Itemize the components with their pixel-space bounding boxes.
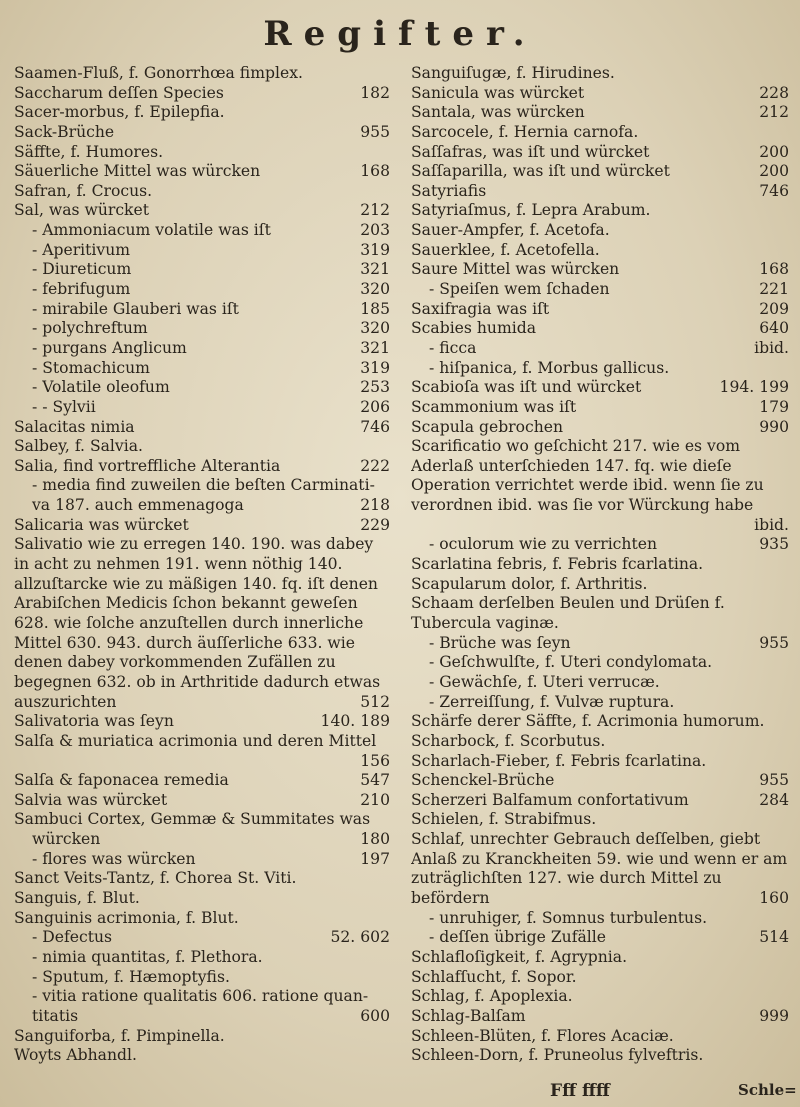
index-entry <box>14 791 390 811</box>
entry-text: Schärfe derer Säffte, f. Acrimonia humorum. <box>411 712 765 731</box>
entry-text: - Sputum, f. Hæmoptyfis. <box>32 967 230 986</box>
page-ref: 185 <box>360 299 390 318</box>
page-ref: 955 <box>759 771 789 790</box>
page-ref: 197 <box>360 849 390 868</box>
entry-text: - Volatile oleofum <box>32 378 170 397</box>
entry-text: Schielen, f. Strabifmus. <box>411 810 597 829</box>
index-entry <box>411 378 789 398</box>
page-ref: 321 <box>360 260 390 279</box>
index-entry <box>411 693 789 713</box>
entry-text: titatis <box>32 1006 79 1025</box>
index-entry <box>411 64 789 84</box>
index-entry <box>411 221 789 241</box>
entry-text: - unruhiger, f. Somnus turbulentus. <box>429 908 708 927</box>
entry-text: Säuerliche Mittel was würcken <box>14 162 261 181</box>
index-entry <box>411 830 789 909</box>
index-entry <box>411 300 789 320</box>
entry-text: - oculorum wie zu verrichten <box>429 535 657 554</box>
entry-text: - polychreftum <box>32 319 148 338</box>
index-entry <box>14 1046 390 1066</box>
index-entry <box>411 319 789 339</box>
entry-text: - flores was würcken <box>32 849 196 868</box>
index-entry <box>14 260 390 280</box>
index-entry <box>14 496 390 516</box>
entry-text: - Stomachicum <box>32 358 150 377</box>
entry-text: Safran, f. Crocus. <box>14 181 153 200</box>
index-entry <box>411 948 789 968</box>
entry-text: - Gewächſe, f. Uteri verrucæ. <box>429 672 660 691</box>
entry-text: Saccharum deſſen Species <box>14 83 224 102</box>
page-ref: 52. 602 <box>330 928 390 947</box>
entry-text: Scapula gebrochen <box>411 417 564 436</box>
page-ref: 179 <box>759 397 789 416</box>
entry-text: Saxifragia was iſt <box>411 299 550 318</box>
index-entry <box>14 830 390 850</box>
index-entry <box>411 418 789 438</box>
entry-text: Scarlatina febris, f. Febris fcarlatina. <box>411 555 704 574</box>
entry-text: Sal, was würcket <box>14 201 150 220</box>
index-entry <box>14 64 390 84</box>
page-ref: 218 <box>360 496 390 515</box>
page-ref: 955 <box>759 633 789 652</box>
entry-text: Salacitas nimia <box>14 417 135 436</box>
index-entry <box>14 457 390 477</box>
entry-text: Scabioſa was iſt und würcket <box>411 378 642 397</box>
left-column <box>14 64 390 1066</box>
index-entry <box>14 909 390 929</box>
index-entry <box>411 162 789 182</box>
entry-text: Satyriafis <box>411 181 487 200</box>
page-ref: 228 <box>759 83 789 102</box>
page-ref: ibid. <box>754 515 789 534</box>
entry-text: Sanguinis acrimonia, f. Blut. <box>14 908 239 927</box>
page-ref: 514 <box>759 928 789 947</box>
entry-text: Scarificatio wo geſchicht 217. wie es vom Aderlaß unterſchieden 147. fq. wie dieſe Operation verrichtet werde ibid. wenn ſie zu verordnen ibid. was ſie vor Würckung habe <box>411 437 764 515</box>
index-entry <box>411 752 789 772</box>
index-entry <box>14 123 390 143</box>
entry-text: - purgans Anglicum <box>32 338 187 357</box>
entry-text: - Geſchwulſte, f. Uteri condylomata. <box>429 653 713 672</box>
page-ref: 746 <box>360 417 390 436</box>
index-entry <box>411 968 789 988</box>
page-ref: 206 <box>360 397 390 416</box>
entry-text: Saamen-Fluß, f. Gonorrhœa fimplex. <box>14 64 303 82</box>
page-ref: 200 <box>759 162 789 181</box>
index-entry <box>411 201 789 221</box>
page-ref: 990 <box>759 417 789 436</box>
index-entry <box>411 712 789 732</box>
page-ref: 319 <box>360 358 390 377</box>
index-entry <box>411 987 789 1007</box>
index-entry <box>14 300 390 320</box>
entry-text: Schenckel-Brüche <box>411 771 555 790</box>
entry-text: Schleen-Dorn, f. Pruneolus fylveftris. <box>411 1046 704 1065</box>
entry-text: - vitia ratione qualitatis 606. ratione quan- <box>32 987 369 1006</box>
entry-text: Schlag, f. Apoplexia. <box>411 987 573 1006</box>
entry-text: Sack-Brüche <box>14 122 115 141</box>
entry-text: Salicaria was würcket <box>14 515 189 534</box>
entry-text: Scharbock, f. Scorbutus. <box>411 731 606 750</box>
page-ref: 194. 199 <box>719 378 789 397</box>
entry-text: Schlafloſigkeit, f. Agrypnia. <box>411 948 628 966</box>
entry-text: va 187. auch emmenagoga <box>32 496 244 515</box>
index-entry <box>14 437 390 457</box>
entry-text: - hiſpanica, f. Morbus gallicus. <box>429 358 670 377</box>
index-entry <box>14 359 390 379</box>
right-column <box>411 64 789 1066</box>
index-entry <box>411 634 789 654</box>
page-ref: 168 <box>759 260 789 279</box>
index-entry <box>411 555 789 575</box>
entry-text: - Defectus <box>32 928 113 947</box>
index-entry <box>411 575 789 595</box>
index-entry <box>14 241 390 261</box>
page-ref: 284 <box>759 790 789 809</box>
index-entry <box>411 280 789 300</box>
entry-text: Schlaf, unrechter Gebrauch deſſelben, giebt Anlaß zu Kranckheiten 59. wie und wenn er am zuträglichſten 127. wie durch Mittel zu befördern <box>411 830 788 908</box>
index-entry <box>411 810 789 830</box>
entry-text: würcken <box>32 830 101 849</box>
page-ref: 210 <box>360 790 390 809</box>
page-ref: 212 <box>759 103 789 122</box>
index-entry <box>411 1027 789 1047</box>
page-ref: 203 <box>360 221 390 240</box>
page-ref: 640 <box>759 319 789 338</box>
index-entry <box>411 594 789 633</box>
index-entry <box>14 987 390 1007</box>
index-entry <box>411 123 789 143</box>
entry-text: Salbey, f. Salvia. <box>14 437 143 456</box>
index-entry <box>14 162 390 182</box>
index-entry <box>411 103 789 123</box>
index-entry <box>14 889 390 909</box>
entry-text: Sanct Veits-Tantz, f. Chorea St. Viti. <box>14 869 297 888</box>
index-entry <box>14 928 390 948</box>
index-entry <box>411 182 789 202</box>
index-entry <box>411 437 789 535</box>
page-ref: 512 <box>360 692 390 711</box>
index-entry <box>411 909 789 929</box>
page-ref: 168 <box>360 162 390 181</box>
index-entry <box>411 260 789 280</box>
entry-text: Scharlach-Fieber, f. Febris fcarlatina. <box>411 751 707 770</box>
entry-text: Schlafſucht, f. Sopor. <box>411 967 577 986</box>
page-ref: 229 <box>360 515 390 534</box>
entry-text: Sanguiforba, f. Pimpinella. <box>14 1026 225 1045</box>
page-ref: 999 <box>759 1006 789 1025</box>
page-ref: 547 <box>360 771 390 790</box>
entry-text: Saure Mittel was würcken <box>411 260 620 279</box>
index-entry <box>14 476 390 496</box>
index-entry <box>14 968 390 988</box>
index-entry <box>14 1027 390 1047</box>
page-ref: 160 <box>759 889 789 908</box>
entry-text: Satyriaſmus, f. Lepra Arabum. <box>411 201 651 220</box>
entry-text: Sanguiſugæ, f. Hirudines. <box>411 64 615 82</box>
index-entry <box>14 752 390 772</box>
index-entry <box>14 280 390 300</box>
page-ref: 221 <box>759 280 789 299</box>
entry-text: - Speiſen wem ſchaden <box>429 280 610 299</box>
entry-text: Scapularum dolor, f. Arthritis. <box>411 574 648 593</box>
entry-text: Salſa & faponacea remedia <box>14 771 229 790</box>
page-ref: 156 <box>360 751 390 770</box>
page-ref: 935 <box>759 535 789 554</box>
catchword: Schle= <box>738 1081 797 1099</box>
entry-text: Salia, find vortreffliche Alterantia <box>14 456 281 475</box>
entry-text: - deſſen übrige Zufälle <box>429 928 606 947</box>
index-entry <box>14 398 390 418</box>
index-entry <box>14 221 390 241</box>
index-entry <box>14 103 390 123</box>
index-entry <box>14 143 390 163</box>
entry-text: Sambuci Cortex, Gemmæ & Summitates was <box>14 810 371 829</box>
entry-text: Sanguis, f. Blut. <box>14 889 140 908</box>
entry-text: Sanicula was würcket <box>411 83 585 102</box>
index-entry <box>411 791 789 811</box>
index-entry <box>411 653 789 673</box>
index-entry <box>14 810 390 830</box>
index-entry <box>14 319 390 339</box>
index-entry <box>411 359 789 379</box>
index-entry <box>14 712 390 732</box>
index-entry <box>411 84 789 104</box>
index-entry <box>411 1007 789 1027</box>
index-entry <box>14 948 390 968</box>
entry-text: Schleen-Blüten, f. Flores Acaciæ. <box>411 1026 674 1045</box>
index-entry <box>411 928 789 948</box>
index-entry <box>14 378 390 398</box>
index-entry <box>14 732 390 752</box>
page-ref: 212 <box>360 201 390 220</box>
entry-text: Salivatio wie zu erregen 140. 190. was dabey in acht zu nehmen 191. wenn nöthig 140. allzuſtarcke wie zu mäßigen 140. fq. iſt denen Arabiſchen Medicis ſchon bekannt geweſen 628. wie ſolche anzuſtellen durch innerliche Mittel 630. 943. durch äuſſerliche 633. wie denen dabey vorkommenden Zufällen zu begegnen 632. ob in Arthritide dadurch etwas auszurichten <box>14 535 381 711</box>
index-entry <box>411 771 789 791</box>
index-entry <box>411 673 789 693</box>
entry-text: - Aperitivum <box>32 240 131 259</box>
entry-text: Scherzeri Balfamum confortativum <box>411 790 689 809</box>
page-ref: 600 <box>360 1006 390 1025</box>
index-entry <box>14 418 390 438</box>
entry-text: - nimia quantitas, f. Plethora. <box>32 947 263 966</box>
index-entry <box>14 535 390 712</box>
index-entry <box>14 869 390 889</box>
index-entry <box>14 1007 390 1027</box>
entry-text: - Brüche was ſeyn <box>429 633 571 652</box>
page-ref: 321 <box>360 338 390 357</box>
entry-text: Säffte, f. Humores. <box>14 142 164 161</box>
entry-text: - Ammoniacum volatile was iſt <box>32 221 271 240</box>
page-ref: 320 <box>360 319 390 338</box>
page-ref: 140. 189 <box>320 712 390 731</box>
index-entry <box>411 535 789 555</box>
index-entry <box>14 339 390 359</box>
entry-text: Woyts Abhandl. <box>14 1046 137 1065</box>
index-entry <box>14 850 390 870</box>
entry-text: Salſa & muriatica acrimonia und deren Mittel <box>14 731 377 750</box>
index-entry <box>411 241 789 261</box>
page-ref: 955 <box>360 122 390 141</box>
index-entry <box>14 516 390 536</box>
index-entry <box>14 201 390 221</box>
page-ref: 200 <box>759 142 789 161</box>
page-ref: 209 <box>759 299 789 318</box>
entry-text: Saſſafras, was iſt und würcket <box>411 142 650 161</box>
entry-text: - mirabile Glauberi was iſt <box>32 299 239 318</box>
index-entry <box>411 339 789 359</box>
entry-text: - Zerreiſſung, f. Vulvæ ruptura. <box>429 692 675 711</box>
page-ref: 253 <box>360 378 390 397</box>
entry-text: Schlag-Balſam <box>411 1006 526 1025</box>
entry-text: - Diureticum <box>32 260 132 279</box>
page-ref: 222 <box>360 456 390 475</box>
index-entry <box>14 182 390 202</box>
page-footer <box>0 1083 800 1103</box>
entry-text: - - Sylvii <box>32 397 96 416</box>
index-entry <box>411 398 789 418</box>
page-ref: ibid. <box>754 338 789 357</box>
index-entry <box>411 1046 789 1066</box>
entry-text: - ficca <box>429 338 477 357</box>
page-ref: 180 <box>360 830 390 849</box>
entry-text: Salivatoria was ſeyn <box>14 712 174 731</box>
entry-text: Schaam derſelben Beulen und Drüſen f. Tubercula vaginæ. <box>411 594 725 633</box>
index-entry <box>14 84 390 104</box>
entry-text: Saſſaparilla, was iſt und würcket <box>411 162 670 181</box>
index-entry <box>14 771 390 791</box>
entry-text: Sacer-morbus, f. Epilepfia. <box>14 103 225 122</box>
index-entry <box>411 732 789 752</box>
entry-text: Santala, was würcken <box>411 103 585 122</box>
entry-text: - media find zuweilen die beſten Carminati- <box>32 476 375 495</box>
signature-mark: Fff ffff <box>550 1081 610 1101</box>
index-entry <box>411 143 789 163</box>
entry-text: Sarcocele, f. Hernia carnofa. <box>411 122 639 141</box>
page-ref: 320 <box>360 280 390 299</box>
entry-text: Sauerklee, f. Acetofella. <box>411 240 600 259</box>
entry-text: Salvia was würcket <box>14 790 168 809</box>
page-ref: 182 <box>360 83 390 102</box>
page-ref: 319 <box>360 240 390 259</box>
entry-text: Scabies humida <box>411 319 537 338</box>
entry-text: Sauer-Ampfer, f. Acetofa. <box>411 221 610 240</box>
page-ref: 746 <box>759 181 789 200</box>
entry-text: - febrifugum <box>32 280 131 299</box>
page-heading: Regifter. <box>263 14 537 54</box>
entry-text: Scammonium was iſt <box>411 397 577 416</box>
